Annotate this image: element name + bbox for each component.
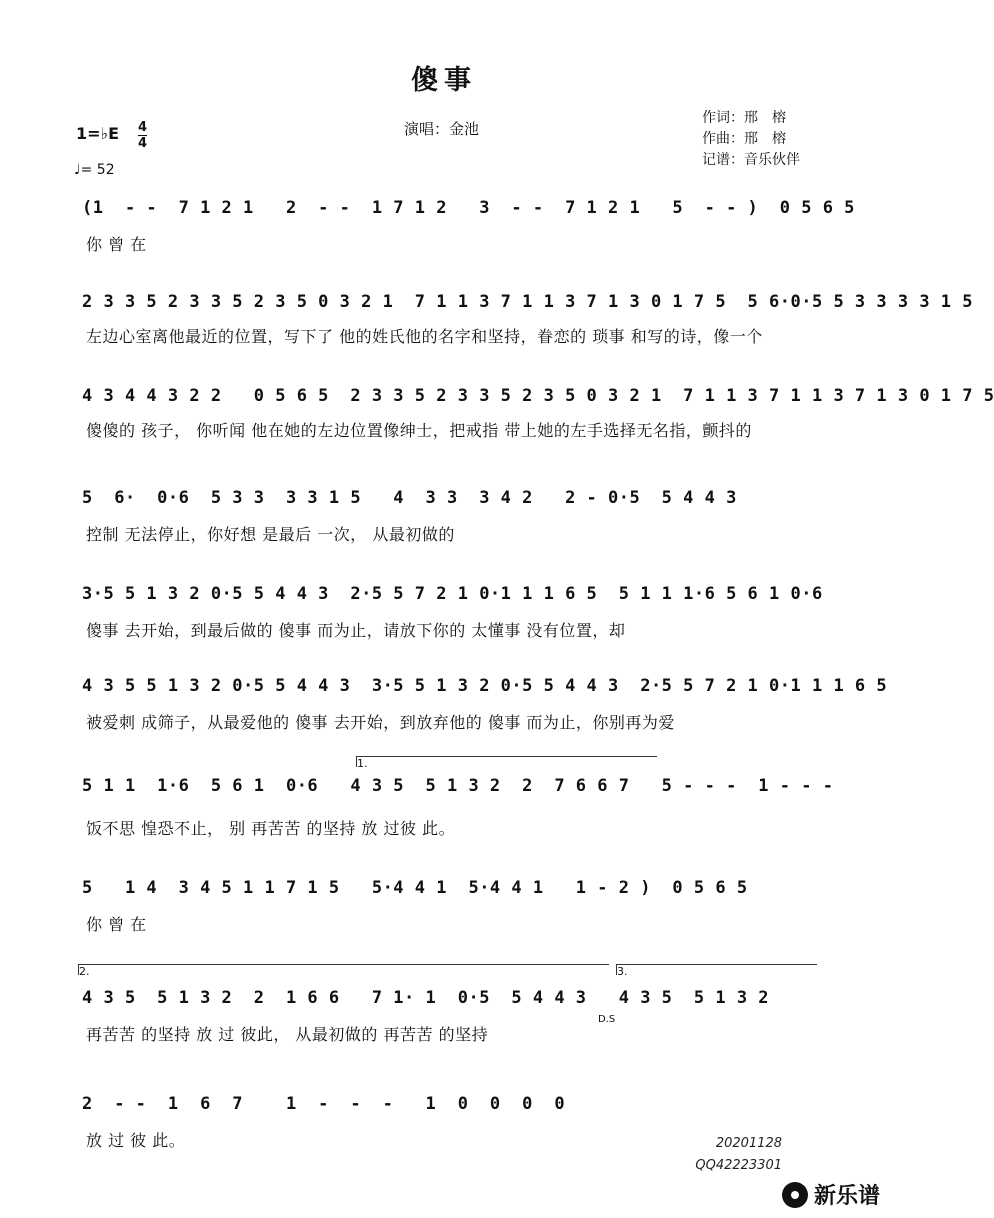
lyric-row-6: 被爱刺 成筛子，从最爱他的 傻事 去开始，到放弃他的 傻事 而为止，你别再为爱	[86, 713, 675, 732]
volta-second: 2.	[78, 964, 609, 975]
lyric-row-10: 放 过 彼 此。	[86, 1131, 186, 1150]
meter-bottom: 4	[138, 136, 148, 151]
music-disc-icon	[782, 1182, 808, 1208]
volta-third: 3.	[616, 964, 817, 975]
lyric-row-1: 你 曾 在	[86, 235, 147, 254]
tempo-marking: ♩= 52	[74, 162, 115, 178]
lyric-row-9: 再苦苦 的坚持 放 过 彼此， 从最初做的 再苦苦 的坚持	[86, 1025, 489, 1044]
lyric-row-3: 傻傻的 孩子， 你听闻 他在她的左边位置像绅士，把戒指 带上她的左手选择无名指，颤抖的	[86, 421, 752, 440]
singer-credit: 演唱：金池	[404, 120, 480, 138]
notes: 3·5 5 1 3 2 0·5 5 4 4 3 2·5 5 7 2 1 0·1 1 1 6 5 5 1 1 1·6 5 6 1 0·6	[82, 584, 823, 604]
ds-marking: D.S	[598, 1014, 616, 1025]
notes: 2 3 3 5 2 3 3 5 2 3 5 0 3 2 1 7 1 1 3 7 1 1 3 7 1 3 0 1 7 5 5 6·0·5 5 3 3 3 3 1 5	[82, 292, 973, 312]
song-title: 傻事	[411, 65, 477, 96]
logo-text: 新乐谱	[813, 1184, 880, 1209]
composer-credit: 作曲：邢 榕	[702, 131, 786, 147]
staff-row-1	[74, 198, 855, 242]
lyric-row-2: 左边心室离他最近的位置，写下了 他的姓氏他的名字和坚持，眷恋的 琐事 和写的诗，像一个	[86, 327, 763, 346]
lyric-row-4: 控制 无法停止，你好想 是最后 一次， 从最初做的	[86, 525, 455, 544]
notes: 4 3 4 4 3 2 2 0 5 6 5 2 3 3 5 2 3 3 5 2 3 5 0 3 2 1 7 1 1 3 7 1 1 3 7 1 3 0 1 7 5	[82, 386, 994, 406]
notes: 5 6· 0·6 5 3 3 3 3 1 5 4 3 3 3 4 2 2 - 0·5 5 4 4 3	[82, 488, 737, 508]
time-signature	[138, 120, 147, 151]
notes: 2 - - 1 6 7 1 - - - 1 0 0 0 0	[82, 1094, 566, 1114]
lyricist-credit: 作词：邢 榕	[702, 110, 786, 126]
credits-block	[702, 108, 800, 171]
volta-first: 1.	[356, 756, 657, 767]
staff-row-7	[74, 776, 834, 820]
meter-top: 4	[138, 120, 148, 135]
transcriber-credit: 记谱：音乐伙伴	[702, 152, 800, 168]
lyric-row-5: 傻事 去开始，到最后做的 傻事 而为止，请放下你的 太懂事 没有位置，却	[86, 621, 626, 640]
staff-row-8	[74, 878, 824, 922]
key-signature: 1=♭E	[76, 124, 120, 143]
lyric-row-8: 你 曾 在	[86, 915, 147, 934]
qq-stamp: QQ42223301	[695, 1158, 782, 1173]
notes: 4 3 5 5 1 3 2 0·5 5 4 4 3 3·5 5 1 3 2 0·5 5 4 4 3 2·5 5 7 2 1 0·1 1 1 6 5	[82, 676, 888, 696]
site-logo	[782, 1179, 880, 1210]
notes: 5 1 4 3 4 5 1 1 7 1 5 5·4 4 1 5·4 4 1 1 - 2 ) 0 5 6 5	[82, 878, 748, 898]
notes: 5 1 1 1·6 5 6 1 0·6 4 3 5 5 1 3 2 2 7 6 6 7 5 - - - 1 - - -	[82, 776, 834, 796]
lyric-row-7: 饭不思 惶恐不止， 别 再苦苦 的坚持 放 过彼 此。	[86, 819, 456, 838]
staff-row-10	[74, 1094, 824, 1138]
notes: 4 3 5 5 1 3 2 2 1 6 6 7 1· 1 0·5 5 4 4 3 4 3 5 5 1 3 2	[82, 988, 770, 1008]
notes: (1 - - 7 1 2 1 2 - - 1 7 1 2 3 - - 7 1 2 1 5 - - ) 0 5 6 5	[82, 198, 855, 218]
date-stamp: 20201128	[715, 1136, 782, 1151]
